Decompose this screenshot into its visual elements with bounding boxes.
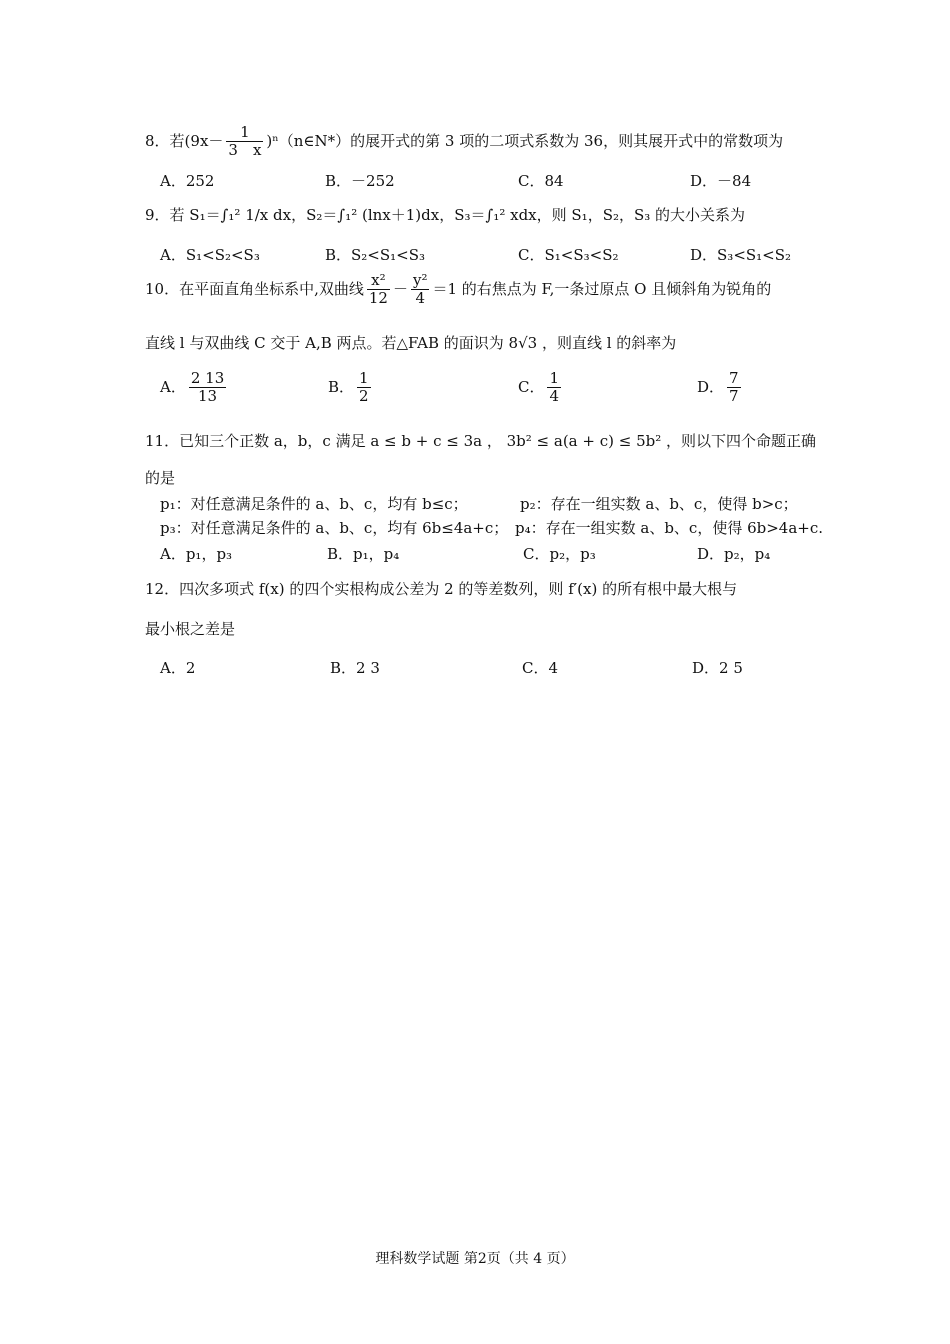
question-8-stem — [145, 124, 783, 160]
q10-option-c: C． $\frac{1}{4}$ — [518, 369, 560, 406]
q9-option-d: D．S₃<S₁<S₂ — [690, 246, 792, 264]
q8-option-d: D．－84 — [690, 172, 752, 190]
q11-proposition-p4: p₄：存在一组实数 a、b、c，使得 6b>4a+c. — [515, 519, 824, 537]
q11-option-c: C．p₂，p₃ — [523, 545, 596, 563]
question-11-line-2: 的是 — [145, 469, 176, 487]
q10-option-b: B． $\frac{1}{2}$ — [328, 369, 369, 406]
q8-lead: 8．若(9x－ — [145, 131, 224, 150]
q11-options — [160, 543, 810, 567]
page-footer: 理科数学试题 第2页（共 4 页） — [375, 1251, 575, 1267]
q11-option-d: D．p₂，p₄ — [697, 545, 771, 563]
q12-option-c: C．4 — [522, 659, 559, 677]
q8-option-b: B．－252 — [325, 172, 395, 190]
q8-option-c: C．84 — [518, 172, 564, 190]
question-10-line-2: 直线 l 与双曲线 C 交于 A,B 两点。若△FAB 的面识为 8√3 ，则直线 l 的斜率为 — [145, 334, 677, 352]
q10-options — [160, 370, 810, 418]
q11-proposition-p3: p₃：对任意满足条件的 a、b、c，均有 6b≤4a+c； — [160, 519, 509, 537]
q12-option-a: A．2 — [160, 659, 196, 677]
q10-option-d: D． $\frac{7}{7}$ — [697, 369, 739, 406]
q11-proposition-p2: p₂：存在一组实数 a、b、c，使得 b>c； — [520, 495, 798, 513]
q11-option-b: B．p₁，p₄ — [327, 545, 400, 563]
question-9-stem: 9．若 S₁＝∫₁² 1/x dx，S₂＝∫₁² (lnx＋1)dx，S₃＝∫₁² xdx，则 S₁，S₂，S₃ 的大小关系为 — [145, 206, 746, 224]
question-12-stem: 12．四次多项式 f(x) 的四个实根构成公差为 2 的等差数列，则 f′(x) 的所有根中最大根与 — [145, 580, 738, 598]
q8-option-a: A．252 — [160, 172, 215, 190]
q8-tail: )ⁿ（n∈N*）的展开式的第 3 项的二项式系数为 36，则其展开式中的常数项为 — [266, 131, 784, 150]
q9-option-b: B．S₂<S₁<S₃ — [325, 246, 426, 264]
q9-option-a: A．S₁<S₂<S₃ — [160, 246, 260, 264]
question-12-line-2: 最小根之差是 — [145, 620, 236, 638]
q12-option-d: D．2 5 — [692, 659, 743, 677]
q10-fraction-x: $\frac{\text{x²}}{12}$ — [368, 271, 388, 308]
question-11-stem: 11．已知三个正数 a，b，c 满足 a ≤ b + c ≤ 3a ， 3b² ≤ a(a + c) ≤ 5b² ，则以下四个命题正确 — [145, 432, 817, 450]
q12-options — [160, 657, 810, 681]
q11-proposition-p1: p₁：对任意满足条件的 a、b、c，均有 b≤c； — [160, 495, 468, 513]
q9-option-c: C．S₁<S₃<S₂ — [518, 246, 619, 264]
q11-option-a: A．p₁，p₃ — [160, 545, 233, 563]
q10-fraction-y: $\frac{\text{y²}}{4}$ — [412, 271, 428, 308]
q8-fraction: $\frac{1}{3 x}$ — [228, 123, 262, 160]
q9-options — [160, 244, 810, 268]
q8-options — [160, 170, 810, 194]
q12-option-b: B．2 3 — [330, 659, 380, 677]
question-10-stem: 10．在平面直角坐标系中,双曲线 $\frac{\text{x²}}{12}$ － $\frac{\text{y²}}{4}$ ＝1 的右焦点为 F,一条过原点 O 且倾斜角为锐角的 — [145, 271, 772, 308]
q10-option-a: A． $\frac{2 13}{13}$ — [160, 369, 225, 406]
